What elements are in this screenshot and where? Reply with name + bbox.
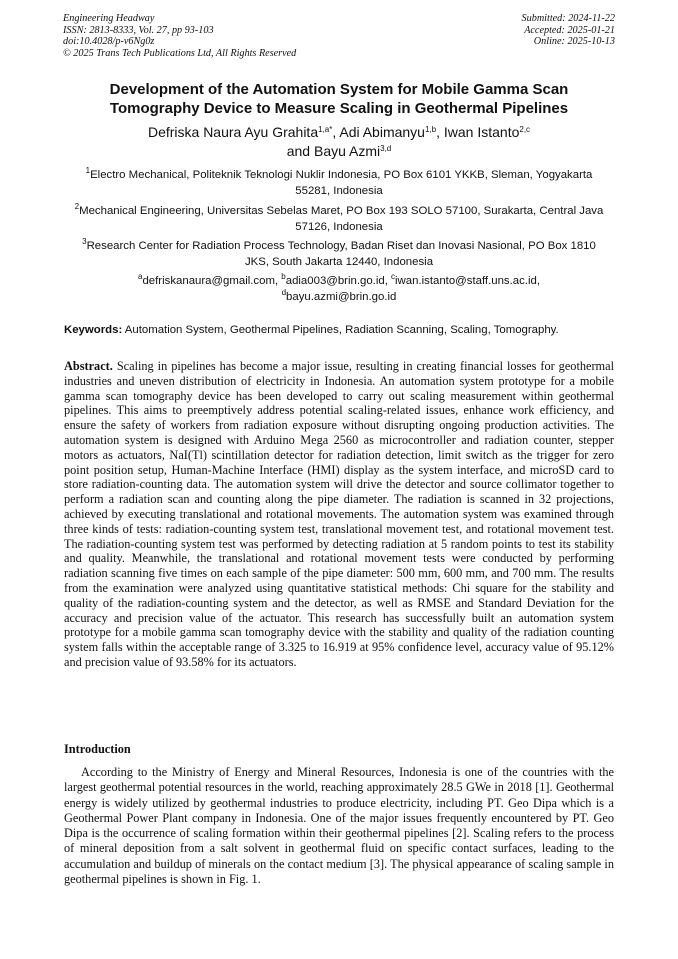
submission-dates [522, 13, 615, 48]
journal-doi: doi:10.4028/p-v6Ng0z [63, 36, 155, 48]
journal-info [63, 13, 296, 59]
author-name: Iwan Istanto [443, 124, 520, 140]
author-name: Defriska Naura Ayu Grahita [147, 124, 319, 140]
email-mark: d [281, 287, 287, 297]
accepted-date: Accepted: 2025-01-21 [524, 24, 615, 36]
author-separator: , [436, 124, 444, 140]
email-link[interactable]: defriskanaura@gmail.com, [142, 275, 282, 287]
author-list [70, 123, 608, 161]
affiliation-mark: 1 [85, 166, 91, 175]
author-affil-mark: 3,d [380, 144, 392, 153]
author-affil-mark: 1,a* [318, 125, 333, 134]
email-link[interactable]: adia003@brin.go.id, [285, 275, 392, 287]
journal-name: Engineering Headway [63, 13, 155, 24]
introduction-paragraph: According to the Ministry of Energy and Mineral Resources, Indonesia is one of the countries with the largest geothermal potential resources in the world, reaching approximately 28.5 GWe in 2018 [1]. Geothermal energy is widely utilized by geothermal industries to produce electricity, including PT. Geo Dipa which is a Geothermal Power Plant company in Indonesia. One of the major issues frequently encountered by PT. Geo Dipa is the occurrence of scaling formation within their geothermal pipelines [2]. Scaling refers to the process of mineral deposition from a salt solvent in geothermal fluid on specific contact surfaces, leading to the accumulation and buildup of minerals on the contact medium [3]. The physical appearance of scaling sample in geothermal pipelines is shown in Fig. 1. [64, 765, 614, 887]
abstract-text: Scaling in pipelines has become a major issue, resulting in creating financial losses for geothermal industries and uneven distribution of electricity in Indonesia. An automation system prototype for a mobile gamma scan tomography device has been developed to carry out scaling measurement within geothermal pipelines. This aims to preemptively address potential scaling-related issues, enhance work efficiency, and ensure the safety of workers from radiation exposure without disrupting ongoing production activities. The automation system is designed with Arduino Mega 2560 as microcontroller and radiation counter, stepper motors as actuators, NaI(Tl) scintillation detector for radiation detection, limit switch as the trigger for zero point position setup, Human-Machine Interface (HMI) display as the system interface, and microSD card to store radiation-counting data. The automation system will drive the detector and source collimator together to perform a radiation scan and counting along the pipe diameter. The radiation is scanned in 32 projections, achieved by executing translational and rotational movements. The automation system was examined through three kinds of tests: radiation-counting system test, translational movement test, and rotational movement test. The radiation-counting system test was performed by detecting radiation at 5 random points to test its stability and quality. Meanwhile, the translational and rotational movement tests were conducted by performing radiation scanning five times on each sample of the pipe diameter: 500 mm, 600 mm, and 700 mm. The results from the examination were analyzed using quantitative statistical methods: Chi square for the stability and quality of the radiation-counting system and the detector, as well as RMSE and Standard Deviation for the accuracy and precision value of the actuator. This research has successfully built an automation system prototype for a mobile gamma scan tomography device with the stability and quality of the radiation counting system falls within the acceptable range of 3.325 to 16.919 at 95% confidence level, accuracy value of 95.12% and precision value of 93.58% for its actuators. [64, 359, 614, 669]
affiliation-2 [70, 204, 608, 236]
affiliation-3 [70, 239, 608, 271]
affiliation-text: Electro Mechanical, Politeknik Teknologi Nuklir Indonesia, PO Box 6101 YKKB, Sleman, Yogyakarta 55281, Indonesia [90, 169, 593, 197]
affiliation-1 [70, 168, 608, 200]
paper-title: Development of the Automation System for Mobile Gamma Scan Tomography Device to Measure Scaling in Geothermal Pipelines [109, 81, 569, 117]
email-mark: a [138, 272, 143, 281]
affiliation-mark: 2 [74, 202, 80, 211]
email-link[interactable]: bayu.azmi@brin.go.id [286, 290, 397, 303]
author-affil-mark: 2,c [519, 125, 531, 134]
author-name: Adi Abimanyu [339, 124, 425, 140]
introduction-heading: Introduction [64, 742, 131, 756]
affiliation-text: Research Center for Radiation Process Technology, Badan Riset dan Inovasi Nasional, PO Box 1810 JKS, South Jakarta 12440, Indonesia [86, 240, 596, 268]
journal-header [63, 13, 615, 65]
affiliation-text: Mechanical Engineering, Universitas Sebelas Maret, PO Box 193 SOLO 57100, Surakarta, Central Java 57126, Indonesia [79, 205, 604, 233]
email-mark: b [281, 272, 286, 281]
journal-issn: ISSN: 2813-8333, Vol. 27, pp 93-103 [63, 24, 214, 36]
author-name: and Bayu Azmi [286, 143, 381, 159]
abstract [64, 359, 614, 670]
affiliation-mark: 3 [82, 237, 87, 246]
keywords-text: Automation System, Geothermal Pipelines, Radiation Scanning, Scaling, Tomography. [122, 324, 559, 336]
submitted-date: Submitted: 2024-11-22 [521, 13, 615, 24]
author-separator: , [332, 124, 340, 140]
journal-copyright: © 2025 Trans Tech Publications Ltd, All Rights Reserved [63, 47, 297, 59]
keywords-label: Keywords: [64, 324, 123, 336]
online-date: Online: 2025-10-13 [533, 36, 615, 48]
abstract-label: Abstract. [64, 359, 113, 373]
author-emails [70, 274, 608, 306]
keywords [64, 323, 618, 338]
email-mark: c [391, 272, 396, 281]
email-link[interactable]: iwan.istanto@staff.uns.ac.id, [395, 275, 540, 287]
author-affil-mark: 1,b [424, 125, 437, 134]
